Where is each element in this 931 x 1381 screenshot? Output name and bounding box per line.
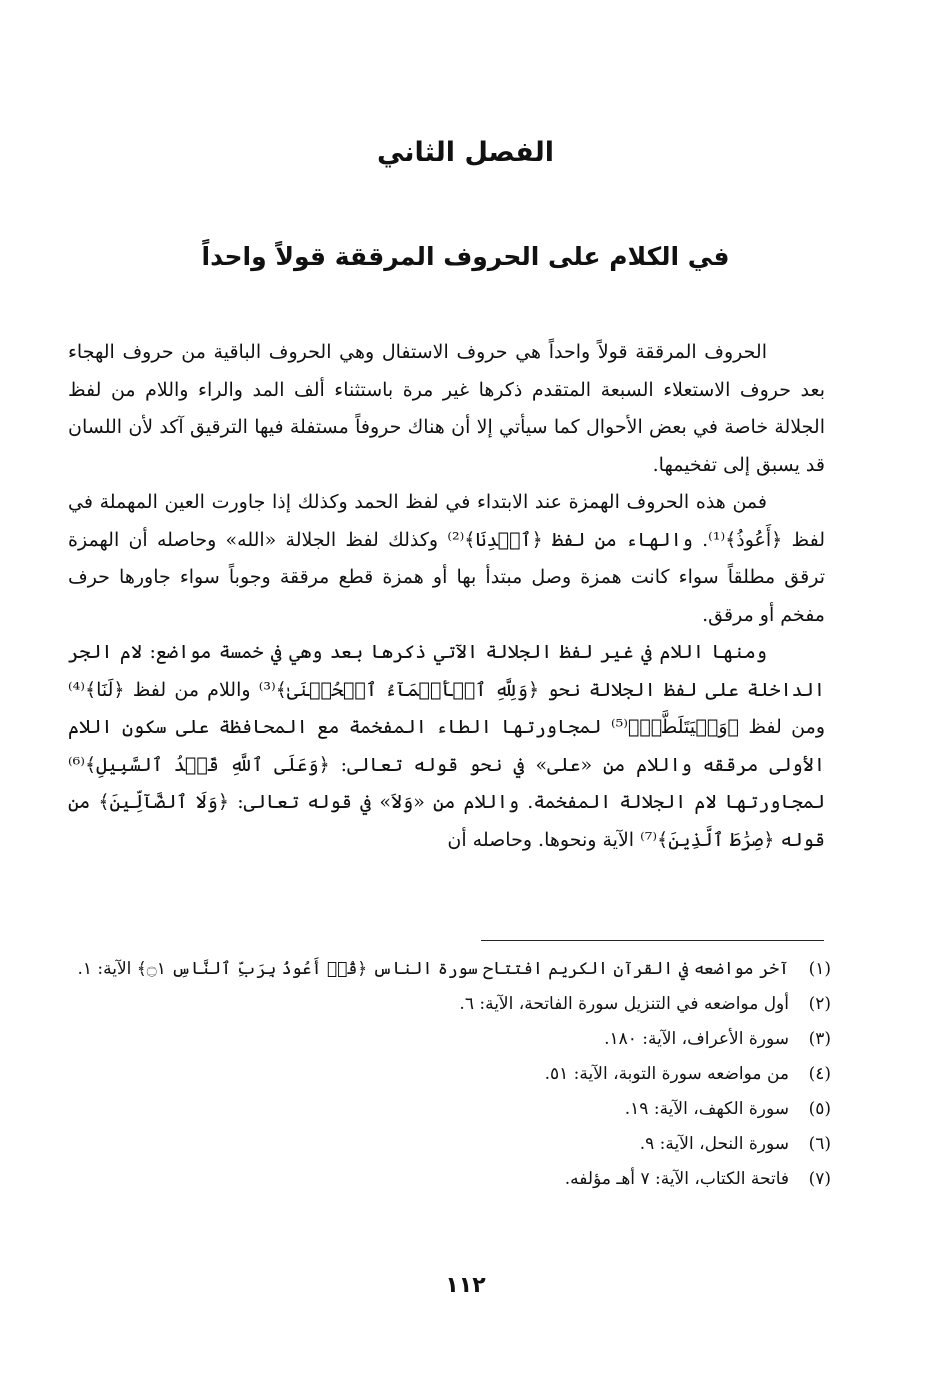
footnote-item xyxy=(68,1092,831,1127)
footnote-item xyxy=(68,1022,831,1057)
chapter-title: الفصل الثاني xyxy=(377,137,554,168)
footnote-text: من مواضعه سورة التوبة، الآية: ٥١. xyxy=(544,1064,789,1084)
footnote-text: سورة النحل، الآية: ٩. xyxy=(639,1134,789,1154)
footnote-item xyxy=(68,1057,831,1092)
footnote-number: (٥) xyxy=(808,1099,831,1119)
footnote-number: (٤) xyxy=(808,1064,831,1084)
footnote-text: فاتحة الكتاب، الآية: ٧ أهـ مؤلفه. xyxy=(564,1169,789,1189)
footnote-item xyxy=(68,1127,831,1162)
footnotes-list xyxy=(68,952,831,1197)
footnote-number: (٧) xyxy=(808,1169,831,1189)
section-title: في الكلام على الحروف المرققة قولاً واحداً xyxy=(201,242,730,271)
footnote-number: (٣) xyxy=(808,1029,831,1049)
paragraph: ومنها اللام في غير لفظ الجلالة الآتي ذكرها بعد وهي في خمسة مواضع: لام الجر الداخلة على لفظ الجلالة نحو ﴿وَلِلَّهِ ٱلۡأَسۡمَآءُ ٱلۡحُسۡنَىٰ﴾⁽³⁾ واللام من لفظ ﴿لَنَا﴾⁽⁴⁾ ومن لفظ ﴿وَلۡيَتَلَطَّفۡ﴾⁽⁵⁾ لمجاورتها الطاء المفخمة مع المحافظة على سكون اللام الأولى مرققه واللام من «على» في نحو قوله تعالى: ﴿وَعَلَى ٱللَّهِ قَصۡدُ ٱلسَّبِيلِ﴾⁽⁶⁾ لمجاورتها لام الجلالة المفخمة. واللام من «وَلاَ» في قوله تعالى: ﴿وَلَا ٱلضَّآلِّينَ﴾ من قوله ﴿صِرَٰطَ ٱلَّذِينَ﴾⁽⁷⁾ الآية ونحوها. وحاصله أن xyxy=(68,641,825,851)
footnote-number: (٦) xyxy=(808,1134,831,1154)
footnote-text: أول مواضعه في التنزيل سورة الفاتحة، الآية: ٦. xyxy=(459,994,789,1014)
footnote-text: سورة الأعراف، الآية: ١٨٠. xyxy=(604,1029,789,1049)
footnote-item xyxy=(68,987,831,1022)
body-text xyxy=(68,334,825,859)
paragraph: فمن هذه الحروف الهمزة عند الابتداء في لفظ الحمد وكذلك إذا جاورت العين المهملة في لفظ ﴿أَعُوذُ﴾⁽¹⁾. والهاء من لفظ ﴿ٱهۡدِنَا﴾⁽²⁾ وكذلك لفظ الجلالة «الله» وحاصله أن الهمزة ترقق مطلقاً سواء كانت همزة وصل مبتدأ بها أو همزة قطع مرققة وجوباً سواء جاورها حرف مفخم أو مرقق. xyxy=(68,491,825,626)
footnote-text: سورة الكهف، الآية: ١٩. xyxy=(624,1099,789,1119)
footnote-divider xyxy=(481,940,824,941)
footnote-number: (٢) xyxy=(808,994,831,1014)
footnote-item xyxy=(68,952,831,987)
footnote-number: (١) xyxy=(808,959,831,979)
footnote-item xyxy=(68,1162,831,1197)
paragraph: الحروف المرققة قولاً واحداً هي حروف الاستفال وهي الحروف الباقية من حروف الهجاء بعد حروف الاستعلاء السبعة المتقدم ذكرها غير مرة باستثناء ألف المد والراء واللام من لفظ الجلالة خاصة في بعض الأحوال كما سيأتي إلا أن هناك حروفاً مستفلة فيها الترقيق آكد لأن اللسان قد يسبق إلى تفخيمها. xyxy=(68,341,825,476)
page-number: ١١٢ xyxy=(445,1273,486,1298)
footnote-text: آخر مواضعه في القرآن الكريم افتتاح سورة الناس ﴿قُلۡ أَعُوذُ بِرَبِّ ٱلنَّاسِ ۝١﴾ الآية: ١. xyxy=(77,959,789,979)
